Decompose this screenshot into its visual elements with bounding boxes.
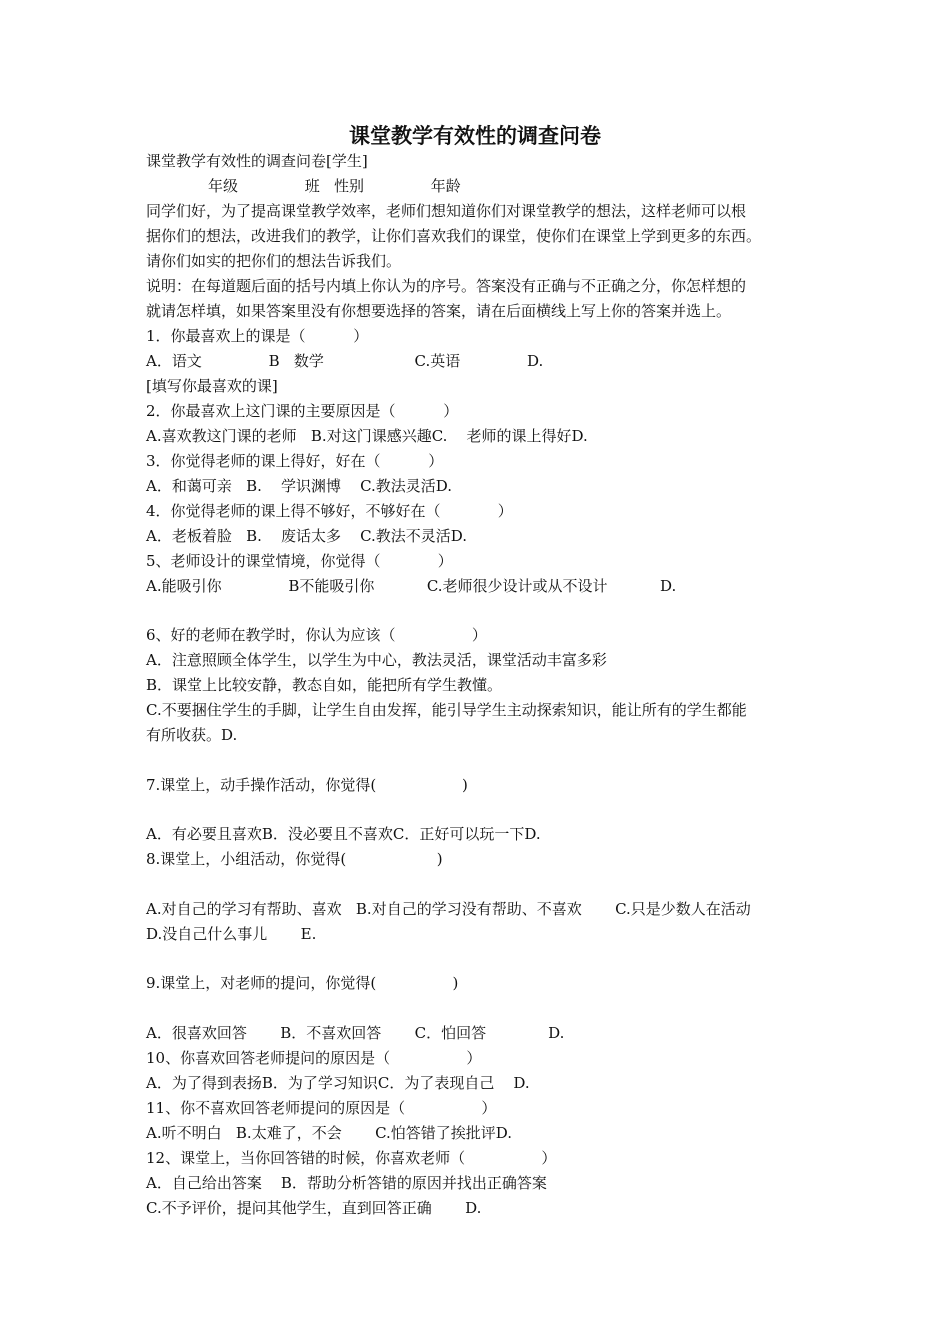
question-12-options: A．自己给出答案 B．帮助分析答错的原因并找出正确答案 bbox=[146, 1174, 547, 1192]
page-title: 课堂教学有效性的调查问卷 bbox=[349, 124, 601, 148]
question-8: 8.课堂上，小组活动，你觉得( ) bbox=[146, 850, 443, 868]
question-3: 3．你觉得老师的课上得好，好在（ ） bbox=[146, 452, 444, 470]
question-9-options: A．很喜欢回答 B．不喜欢回答 C．怕回答 D. bbox=[146, 1024, 565, 1042]
question-7-options: A．有必要且喜欢B．没必要且不喜欢C．正好可以玩一下D. bbox=[146, 825, 541, 843]
question-6-option-b: B．课堂上比较安静，教态自如，能把所有学生教懂。 bbox=[146, 676, 503, 694]
question-3-options: A．和蔼可亲 B. 学识渊博 C.教法灵活D. bbox=[146, 477, 453, 495]
question-2-options: A.喜欢教这门课的老师 B.对这门课感兴趣C. 老师的课上得好D. bbox=[146, 427, 588, 445]
question-6: 6、好的老师在教学时，你认为应该（ ） bbox=[146, 626, 487, 644]
intro-line-2: 据你们的想法，改进我们的教学，让你们喜欢我们的课堂，使你们在课堂上学到更多的东西。 bbox=[146, 227, 762, 245]
question-8-options-cont: D.没自己什么事儿 E. bbox=[146, 925, 317, 943]
subtitle-line: 课堂教学有效性的调查问卷[学生] bbox=[146, 152, 368, 170]
question-9: 9.课堂上，对老师的提问，你觉得( ) bbox=[146, 974, 459, 992]
question-2: 2．你最喜欢上这门课的主要原因是（ ） bbox=[146, 402, 459, 420]
question-1: 1．你最喜欢上的课是（ ） bbox=[146, 327, 369, 345]
instructions-line-2: 就请怎样填，如果答案里没有你想要选择的答案，请在后面横线上写上你的答案并选上。 bbox=[146, 302, 732, 320]
question-10-options: A．为了得到表扬B．为了学习知识C．为了表现自己 D. bbox=[146, 1074, 530, 1092]
question-5-options: A.能吸引你 B不能吸引你 C.老师很少设计或从不设计 D. bbox=[146, 577, 677, 595]
question-6-option-a: A．注意照顾全体学生，以学生为中心，教法灵活，课堂活动丰富多彩 bbox=[146, 651, 607, 669]
question-8-options: A.对自己的学习有帮助、喜欢 B.对自己的学习没有帮助、不喜欢 C.只是少数人在活动 bbox=[146, 900, 751, 918]
instructions-line-1: 说明：在每道题后面的括号内填上你认为的序号。答案没有正确与不正确之分，你怎样想的 bbox=[146, 277, 747, 295]
question-12-options-cont: C.不予评价，提问其他学生，直到回答正确 D. bbox=[146, 1199, 482, 1217]
question-6-option-c: C.不要捆住学生的手脚，让学生自由发挥，能引导学生主动探索知识，能让所有的学生都能 bbox=[146, 701, 747, 719]
question-1-options: A．语文 B 数学 C.英语 D. bbox=[146, 352, 544, 370]
question-4-options: A．老板着脸 B. 废话太多 C.教法不灵活D. bbox=[146, 527, 468, 545]
question-4: 4．你觉得老师的课上得不够好，不够好在（ ） bbox=[146, 502, 513, 520]
question-12: 12、课堂上，当你回答错的时候，你喜欢老师（ ） bbox=[146, 1149, 557, 1167]
question-5: 5、老师设计的课堂情境，你觉得（ ） bbox=[146, 552, 453, 570]
question-11: 11、你不喜欢回答老师提问的原因是（ ） bbox=[146, 1099, 497, 1117]
student-info-line: 年级 班 性别 年龄 bbox=[146, 177, 461, 195]
question-7: 7.课堂上，动手操作活动，你觉得( ) bbox=[146, 776, 468, 794]
question-11-options: A.听不明白 B.太难了，不会 C.怕答错了挨批评D. bbox=[146, 1124, 513, 1142]
question-1-note: [填写你最喜欢的课] bbox=[146, 377, 278, 395]
intro-line-3: 请你们如实的把你们的想法告诉我们。 bbox=[146, 252, 402, 270]
question-10: 10、你喜欢回答老师提问的原因是（ ） bbox=[146, 1049, 482, 1067]
question-6-option-c-cont: 有所收获。D. bbox=[146, 726, 238, 744]
intro-line-1: 同学们好，为了提高课堂教学效率，老师们想知道你们对课堂教学的想法，这样老师可以根 bbox=[146, 202, 747, 220]
